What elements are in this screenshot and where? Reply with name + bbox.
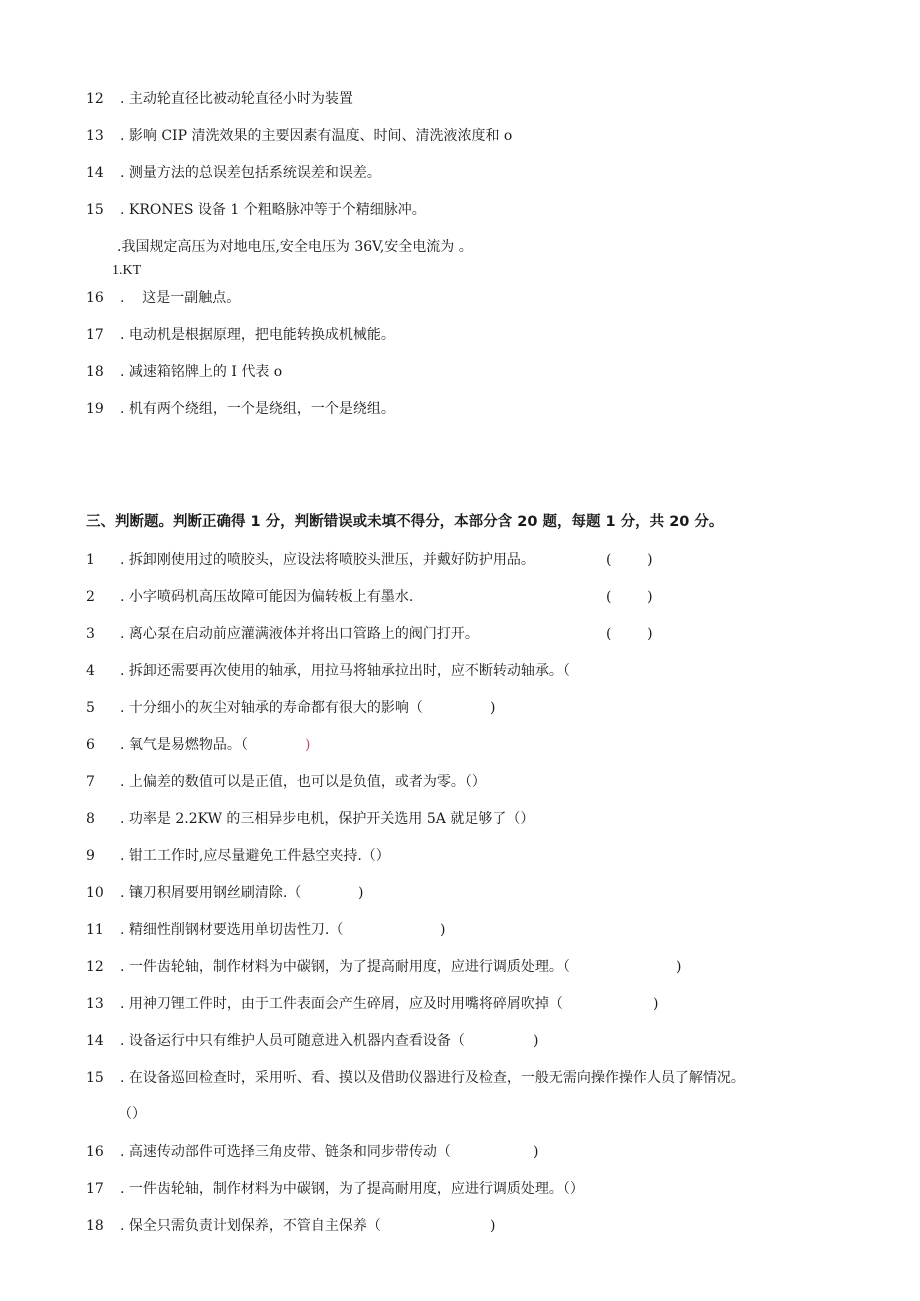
answer-paren[interactable]: ) [533, 1144, 539, 1160]
fill-item: 13 . 影响 CIP 清洗效果的主要因素有温度、时间、清洗液浓度和 o [86, 128, 513, 144]
answer-paren[interactable]: ) [490, 1218, 496, 1234]
judge-item: 16 . 高速传动部件可选择三角皮带、链条和同步带传动（ [86, 1144, 451, 1160]
judge-item: 5 . 十分细小的灰尘对轴承的寿命都有很大的影响（ [86, 700, 423, 716]
judge-item: 18 . 保全只需负责计划保养，不管自主保养（ [86, 1218, 381, 1234]
fill-item: 19 . 机有两个绕组，一个是绕组，一个是绕组。 [86, 401, 395, 417]
judge-item: 11 . 精细性削钢材要选用单切齿性刀.（ [86, 922, 344, 938]
kt-label: 1.KT [112, 263, 142, 278]
judge-item: 15 . 在设备巡回检查时，采用听、看、摸以及借助仪器进行及检查，一般无需向操作操作人员了解情况。 [86, 1070, 745, 1086]
fill-item: 16 . 这是一副触点。 [86, 290, 241, 306]
answer-paren[interactable]: ) [305, 737, 311, 753]
judge-item: 14 . 设备运行中只有维护人员可随意进入机器内查看设备（ [86, 1033, 465, 1049]
answer-paren[interactable]: ( ) [606, 589, 653, 605]
section-heading: 三、判断题。判断正确得 1 分，判断错误或未填不得分，本部分含 20 题，每题 1 分，共 20 分。 [86, 514, 724, 530]
judge-item: 2 . 小字喷码机高压故障可能因为偏转板上有墨水. [86, 589, 414, 605]
judge-item: 7 . 上偏差的数值可以是正值，也可以是负值，或者为零。（） [86, 774, 486, 790]
judge-item: 13 . 用神刀锂工件时，由于工件表面会产生碎屑，应及时用嘴将碎屑吹掉（ [86, 996, 563, 1012]
answer-paren[interactable]: ( ) [606, 626, 653, 642]
fill-item: 17 . 电动机是根据原理，把电能转换成机械能。 [86, 327, 395, 343]
answer-paren[interactable]: （） [118, 1106, 146, 1122]
judge-item: 6 . 氧气是易燃物品。（ [86, 737, 248, 753]
fill-item: 14 . 测量方法的总误差包括系统误差和误差。 [86, 165, 381, 181]
judge-item: 1 . 拆卸刚使用过的喷胶头，应设法将喷胶头泄压，并戴好防护用品。 [86, 552, 535, 568]
judge-item: 8 . 功率是 2.2KW 的三相异步电机，保护开关选用 5A 就足够了（） [86, 811, 535, 827]
answer-paren[interactable]: ( ) [606, 552, 653, 568]
judge-item: 4 . 拆卸还需要再次使用的轴承，用拉马将轴承拉出时，应不断转动轴承。（ [86, 663, 570, 679]
answer-paren[interactable]: ) [440, 922, 446, 938]
note-line: .我国规定高压为对地电压,安全电压为 36V,安全电流为 。 [117, 239, 473, 255]
answer-paren[interactable]: ) [533, 1033, 539, 1049]
judge-item: 12 . 一件齿轮轴，制作材料为中碳钢，为了提高耐用度，应进行调质处理。（ [86, 959, 570, 975]
answer-paren[interactable]: ) [358, 885, 364, 901]
judge-item: 10 . 镶刀积屑要用钢丝刷清除.（ [86, 885, 302, 901]
fill-item: 12 . 主动轮直径比被动轮直径小时为装置 [86, 91, 353, 107]
judge-item: 17 . 一件齿轮轴，制作材料为中碳钢，为了提高耐用度，应进行调质处理。（） [86, 1181, 584, 1197]
answer-paren[interactable]: ) [653, 996, 659, 1012]
judge-item: 9 . 钳工工作时,应尽量避免工件悬空夹持.（） [86, 848, 390, 864]
answer-paren[interactable]: ) [676, 959, 682, 975]
judge-item: 3 . 离心泵在启动前应灌满液体并将出口管路上的阀门打开。 [86, 626, 479, 642]
fill-item: 15 . KRONES 设备 1 个粗略脉冲等于个精细脉冲。 [86, 202, 426, 218]
answer-paren[interactable]: ) [490, 700, 496, 716]
fill-item: 18 . 减速箱铭牌上的 I 代表 o [86, 364, 283, 380]
